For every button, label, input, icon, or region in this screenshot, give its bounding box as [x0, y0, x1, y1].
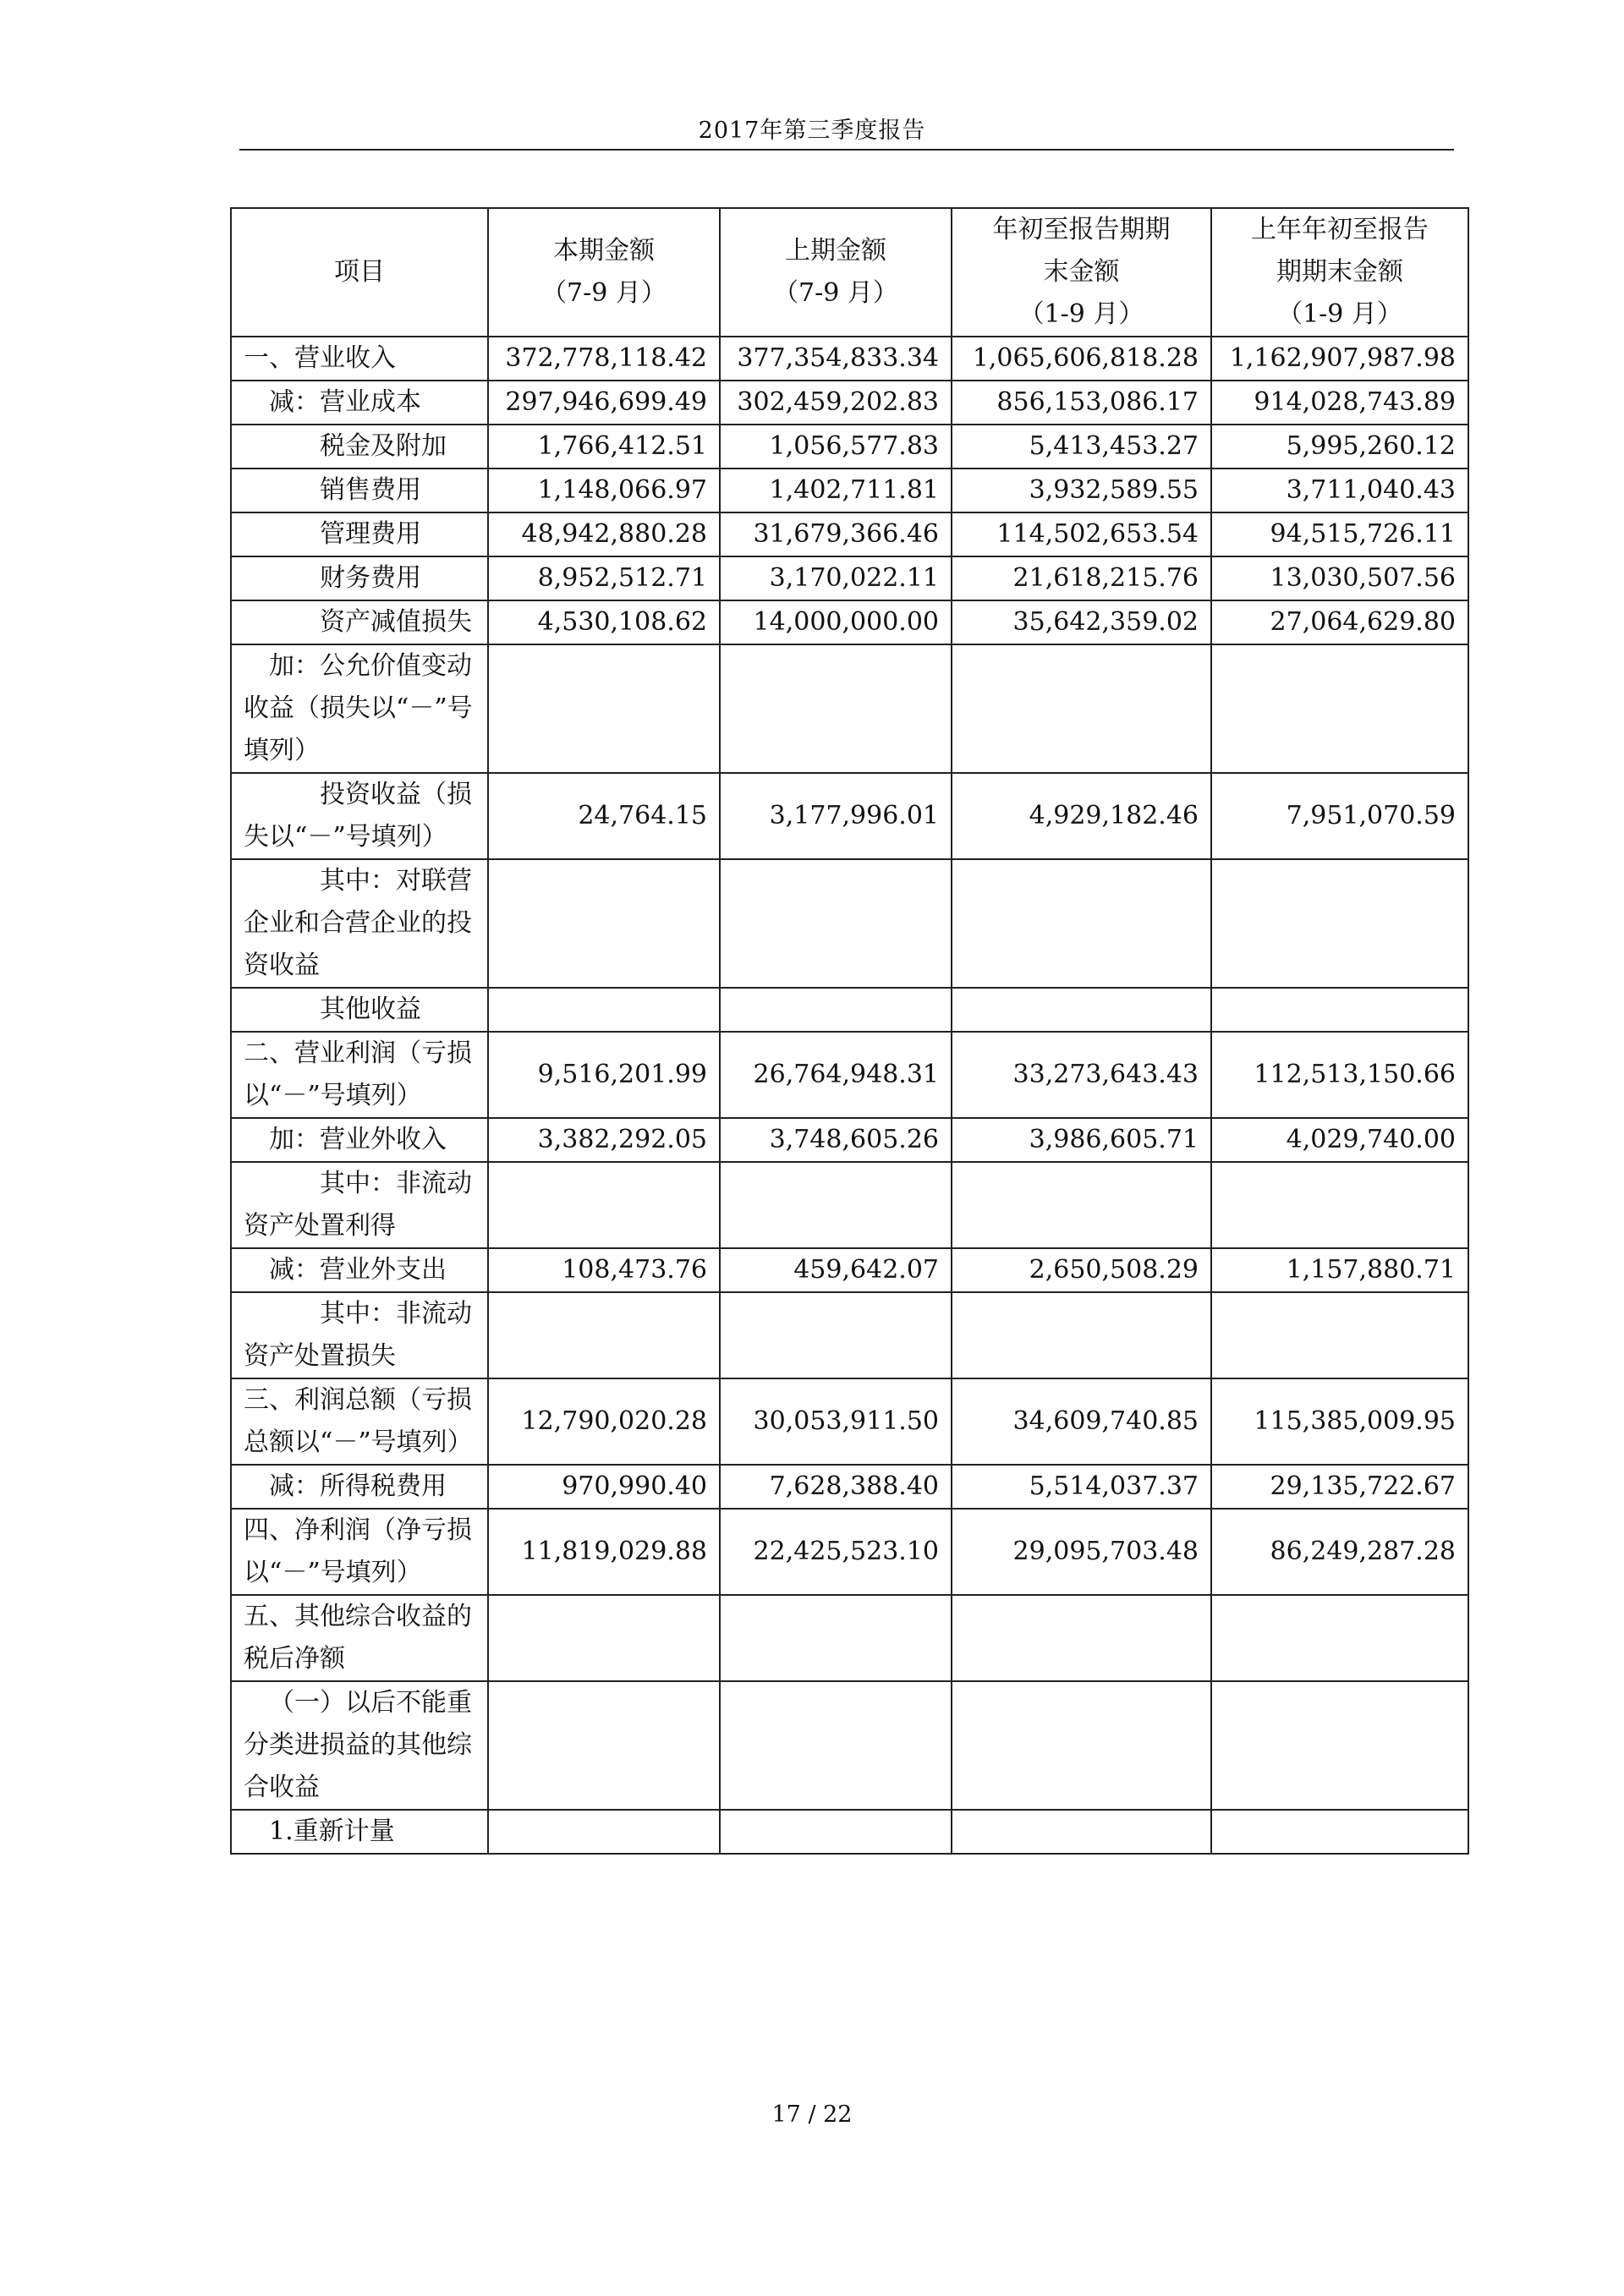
row-label-text: 加：营业外收入 [269, 1125, 447, 1154]
amount-cell: 3,711,040.43 [1211, 469, 1468, 512]
row-label [231, 337, 488, 381]
row-label [231, 1509, 488, 1595]
amount-cell [952, 644, 1211, 773]
row-label [231, 1378, 488, 1465]
table-row [231, 1378, 1468, 1465]
row-label-text: 财务费用 [320, 563, 421, 593]
column-header: 上期金额 （7-9 月） [720, 208, 952, 337]
row-label-text: 一、营业收入 [244, 343, 396, 373]
amount-cell: 48,942,880.28 [488, 512, 720, 556]
amount-cell [720, 1681, 952, 1810]
row-label [231, 425, 488, 469]
amount-cell: 3,177,996.01 [720, 773, 952, 859]
amount-cell: 2,650,508.29 [952, 1248, 1211, 1292]
amount-cell [952, 1292, 1211, 1378]
amount-cell: 5,514,037.37 [952, 1465, 1211, 1509]
amount-cell: 108,473.76 [488, 1248, 720, 1292]
amount-cell: 1,157,880.71 [1211, 1248, 1468, 1292]
amount-cell: 4,029,740.00 [1211, 1118, 1468, 1162]
table-row [231, 1118, 1468, 1162]
amount-cell: 372,778,118.42 [488, 337, 720, 381]
table-row [231, 644, 1468, 773]
table-row [231, 1681, 1468, 1810]
column-header: 年初至报告期期 末金额 （1-9 月） [952, 208, 1211, 337]
column-header: 本期金额 （7-9 月） [488, 208, 720, 337]
amount-cell [1211, 1681, 1468, 1810]
amount-cell [720, 644, 952, 773]
amount-cell [1211, 1595, 1468, 1681]
row-label [231, 381, 488, 425]
amount-cell: 30,053,911.50 [720, 1378, 952, 1465]
row-label-text: 其中：非流动资产处置损失 [244, 1299, 472, 1371]
row-label [231, 1595, 488, 1681]
table-row [231, 469, 1468, 512]
amount-cell [720, 859, 952, 988]
amount-cell: 12,790,020.28 [488, 1378, 720, 1465]
row-label-text: 四、净利润（净亏损以“－”号填列） [244, 1515, 472, 1587]
table-row [231, 556, 1468, 600]
amount-cell: 24,764.15 [488, 773, 720, 859]
amount-cell [488, 1595, 720, 1681]
table-row [231, 512, 1468, 556]
amount-cell [720, 988, 952, 1032]
table-row [231, 1465, 1468, 1509]
amount-cell: 297,946,699.49 [488, 381, 720, 425]
amount-cell: 8,952,512.71 [488, 556, 720, 600]
amount-cell [952, 1162, 1211, 1248]
row-label [231, 1810, 488, 1854]
row-label-text: 加：公允价值变动收益（损失以“－”号填列） [244, 651, 473, 765]
row-label-text: 1.重新计量 [269, 1817, 395, 1846]
amount-cell: 13,030,507.56 [1211, 556, 1468, 600]
amount-cell [720, 1810, 952, 1854]
row-label [231, 556, 488, 600]
row-label [231, 1032, 488, 1118]
amount-cell: 1,065,606,818.28 [952, 337, 1211, 381]
amount-cell: 86,249,287.28 [1211, 1509, 1468, 1595]
amount-cell: 3,932,589.55 [952, 469, 1211, 512]
amount-cell: 4,530,108.62 [488, 600, 720, 644]
amount-cell [1211, 988, 1468, 1032]
income-statement-table [230, 207, 1469, 1855]
row-label-text: 其中：非流动资产处置利得 [244, 1169, 472, 1241]
table-row [231, 988, 1468, 1032]
amount-cell: 31,679,366.46 [720, 512, 952, 556]
amount-cell: 1,766,412.51 [488, 425, 720, 469]
amount-cell [720, 1292, 952, 1378]
table-row [231, 773, 1468, 859]
amount-cell [952, 1681, 1211, 1810]
row-label-text: 三、利润总额（亏损总额以“－”号填列） [244, 1385, 473, 1457]
amount-cell: 35,642,359.02 [952, 600, 1211, 644]
row-label-text: 其他收益 [320, 995, 421, 1024]
table-row [231, 381, 1468, 425]
amount-cell: 7,628,388.40 [720, 1465, 952, 1509]
amount-cell: 27,064,629.80 [1211, 600, 1468, 644]
table-row [231, 1595, 1468, 1681]
amount-cell: 856,153,086.17 [952, 381, 1211, 425]
amount-cell [720, 1162, 952, 1248]
table-row [231, 1509, 1468, 1595]
amount-cell [1211, 1810, 1468, 1854]
amount-cell: 21,618,215.76 [952, 556, 1211, 600]
amount-cell: 114,502,653.54 [952, 512, 1211, 556]
row-label-text: 减：所得税费用 [269, 1471, 447, 1501]
amount-cell [1211, 1162, 1468, 1248]
amount-cell: 11,819,029.88 [488, 1509, 720, 1595]
amount-cell: 914,028,743.89 [1211, 381, 1468, 425]
amount-cell [488, 644, 720, 773]
table-row [231, 1810, 1468, 1854]
amount-cell [952, 988, 1211, 1032]
amount-cell: 3,382,292.05 [488, 1118, 720, 1162]
amount-cell: 1,056,577.83 [720, 425, 952, 469]
amount-cell: 1,162,907,987.98 [1211, 337, 1468, 381]
amount-cell [488, 1162, 720, 1248]
page-number: 17 / 22 [771, 2101, 853, 2128]
amount-cell: 3,748,605.26 [720, 1118, 952, 1162]
amount-cell: 115,385,009.95 [1211, 1378, 1468, 1465]
amount-cell [952, 1810, 1211, 1854]
column-header: 上年年初至报告 期期末金额 （1-9 月） [1211, 208, 1468, 337]
table-row [231, 859, 1468, 988]
amount-cell [1211, 644, 1468, 773]
row-label-text: 减：营业成本 [269, 387, 421, 417]
amount-cell: 94,515,726.11 [1211, 512, 1468, 556]
row-label [231, 1681, 488, 1810]
amount-cell: 3,170,022.11 [720, 556, 952, 600]
report-header-title: 2017年第三季度报告 [698, 118, 926, 144]
amount-cell [488, 859, 720, 988]
row-label-text: （一）以后不能重分类进损益的其他综合收益 [244, 1688, 472, 1802]
table-body [231, 337, 1468, 1854]
header-divider [239, 149, 1454, 151]
amount-cell: 14,000,000.00 [720, 600, 952, 644]
amount-cell [1211, 1292, 1468, 1378]
amount-cell [488, 1810, 720, 1854]
table-row [231, 425, 1468, 469]
table-header-row [231, 208, 1468, 337]
row-label [231, 469, 488, 512]
table-row [231, 600, 1468, 644]
amount-cell: 459,642.07 [720, 1248, 952, 1292]
row-label [231, 1292, 488, 1378]
row-label [231, 1162, 488, 1248]
amount-cell: 377,354,833.34 [720, 337, 952, 381]
amount-cell: 5,413,453.27 [952, 425, 1211, 469]
amount-cell: 9,516,201.99 [488, 1032, 720, 1118]
amount-cell: 29,135,722.67 [1211, 1465, 1468, 1509]
amount-cell: 5,995,260.12 [1211, 425, 1468, 469]
row-label [231, 988, 488, 1032]
amount-cell: 34,609,740.85 [952, 1378, 1211, 1465]
amount-cell [952, 1595, 1211, 1681]
amount-cell: 1,402,711.81 [720, 469, 952, 512]
amount-cell: 26,764,948.31 [720, 1032, 952, 1118]
column-header: 项目 [231, 208, 488, 337]
row-label-text: 五、其他综合收益的税后净额 [244, 1602, 472, 1674]
row-label [231, 773, 488, 859]
row-label [231, 859, 488, 988]
amount-cell [488, 1681, 720, 1810]
amount-cell: 970,990.40 [488, 1465, 720, 1509]
amount-cell: 7,951,070.59 [1211, 773, 1468, 859]
amount-cell: 4,929,182.46 [952, 773, 1211, 859]
amount-cell [488, 988, 720, 1032]
row-label-text: 管理费用 [320, 519, 421, 549]
table-row [231, 1248, 1468, 1292]
amount-cell [488, 1292, 720, 1378]
amount-cell: 1,148,066.97 [488, 469, 720, 512]
row-label [231, 1248, 488, 1292]
row-label-text: 资产减值损失 [320, 607, 472, 637]
amount-cell: 3,986,605.71 [952, 1118, 1211, 1162]
amount-cell: 33,273,643.43 [952, 1032, 1211, 1118]
row-label-text: 税金及附加 [320, 431, 447, 461]
amount-cell: 29,095,703.48 [952, 1509, 1211, 1595]
row-label [231, 512, 488, 556]
amount-cell: 112,513,150.66 [1211, 1032, 1468, 1118]
amount-cell [720, 1595, 952, 1681]
amount-cell [952, 859, 1211, 988]
amount-cell [1211, 859, 1468, 988]
row-label-text: 销售费用 [320, 475, 421, 505]
row-label [231, 1465, 488, 1509]
row-label [231, 600, 488, 644]
row-label [231, 1118, 488, 1162]
amount-cell: 22,425,523.10 [720, 1509, 952, 1595]
row-label-text: 减：营业外支出 [269, 1255, 447, 1285]
table-row [231, 1292, 1468, 1378]
table-row [231, 1162, 1468, 1248]
row-label-text: 二、营业利润（亏损以“－”号填列） [244, 1038, 472, 1110]
row-label-text: 其中：对联营企业和合营企业的投资收益 [244, 866, 472, 980]
row-label [231, 644, 488, 773]
table-row [231, 1032, 1468, 1118]
amount-cell: 302,459,202.83 [720, 381, 952, 425]
row-label-text: 投资收益（损失以“－”号填列） [244, 780, 472, 852]
table-row [231, 337, 1468, 381]
